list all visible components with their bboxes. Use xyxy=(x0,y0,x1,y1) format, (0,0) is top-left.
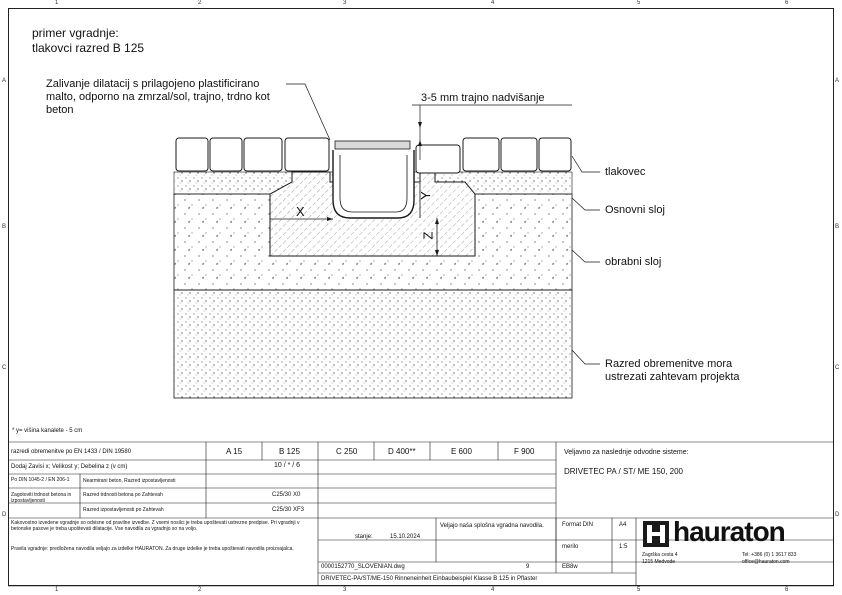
row-b-mid: Razred trdnosti betona po Zahtevah xyxy=(83,492,163,498)
class-a15: A 15 xyxy=(226,447,243,456)
scale-label: merilo xyxy=(562,544,579,550)
row-index-c: C xyxy=(2,365,7,371)
col-index-5: 5 xyxy=(637,0,641,6)
base-callout: Osnovni sloj xyxy=(605,204,665,216)
col-index-2: 2 xyxy=(198,0,202,6)
joint-fill-line-3: beton xyxy=(46,104,74,116)
address-line-1: Zagrška cesta 4 xyxy=(642,552,678,558)
class-c250: C 250 xyxy=(336,447,358,456)
col-index-3-bottom: 3 xyxy=(343,587,347,593)
dim-x-label: X xyxy=(296,204,305,219)
heading-line-2: tlakovci razred B 125 xyxy=(32,41,145,55)
backfill-callout: obrabni sloj xyxy=(605,256,662,268)
row-c-value: C25/30 XF3 xyxy=(272,507,305,513)
address-block xyxy=(642,552,678,566)
row-index-c-right: C xyxy=(835,365,840,371)
row-c-mid: Razred izpostavljenosti po Zahtevah xyxy=(83,507,164,513)
col-index-1: 1 xyxy=(55,0,59,6)
col-index-1-bottom: 1 xyxy=(55,587,59,593)
format-value: A4 xyxy=(619,522,627,528)
dims-row-value: 10 / * / 6 xyxy=(274,462,301,469)
class-b125: B 125 xyxy=(279,447,300,456)
class-e600: E 600 xyxy=(451,447,472,456)
row-index-b: B xyxy=(2,224,7,230)
paver-callout: tlakovec xyxy=(605,166,646,178)
row-index-d: D xyxy=(2,512,7,518)
load-class-line-1: Razred obremenitve mora xyxy=(605,358,733,370)
heading-line-1: primer vgradnje: xyxy=(32,26,119,40)
row-index-b-right: B xyxy=(835,224,840,230)
row-index-a-right: A xyxy=(835,78,840,84)
col-index-3: 3 xyxy=(343,0,347,6)
col-index-2-bottom: 2 xyxy=(198,587,202,593)
raise-callout: 3-5 mm trajno nadvišanje xyxy=(421,92,545,104)
note-2: Pravila vgradnje: predložena navodila veljajo za izdelke HAURATON. Za druge izdelke je treba upoštevati navodila proizvajalca. xyxy=(11,546,294,552)
col-index-5-bottom: 5 xyxy=(637,587,641,593)
col-index-6: 6 xyxy=(785,0,789,6)
joint-fill-line-1: Zalivanje dilatacij s prilagojeno plastificirano xyxy=(46,78,260,90)
hauraton-logo-mark-icon xyxy=(642,520,672,550)
dim-z-label: Z xyxy=(420,231,436,240)
address-line-2: 1215 Medvode xyxy=(642,559,676,565)
row-index-d-right: D xyxy=(835,512,840,518)
footnote: * y= višina kanalete - 5 cm xyxy=(12,428,83,434)
row-index-a: A xyxy=(2,78,7,84)
revision: 9 xyxy=(526,564,530,570)
contact-email: office@hauraton.com xyxy=(742,559,790,565)
joint-fill-line-2: malto, odporno na zmrzal/sol, trajno, trdno kot xyxy=(46,91,270,103)
hauraton-logo-text: hauraton xyxy=(673,516,785,547)
drawing-number: 0000152770_SLOVENIAN.dwg xyxy=(321,564,405,570)
col-index-4: 4 xyxy=(491,0,495,6)
class-f900: F 900 xyxy=(514,447,535,456)
row-a-mid: Nearmirani beton, Razred izpostavljenosti xyxy=(83,478,176,484)
row-b-value: C25/30 X0 xyxy=(272,492,301,498)
dims-row-label: Dodaj Zavisi x; Velikost y; Debelina z (v cm) xyxy=(11,464,128,470)
col-index-4-bottom: 4 xyxy=(491,587,495,593)
contact-block xyxy=(742,552,796,566)
row-a-left: Po DIN 1045-2 / EN 206-1 xyxy=(11,477,70,483)
format-label: Format DIN xyxy=(562,522,594,528)
systems-value: DRIVETEC PA / ST/ ME 150, 200 xyxy=(564,467,684,476)
row-b-left: Zagotoviti trdnost betona in izpostavljenosti xyxy=(11,492,72,504)
standard-label: razredi obremenitve po EN 1433 / DIN 19580 xyxy=(11,449,132,455)
systems-label: Veljavno za naslednje odvodne sisteme: xyxy=(564,449,689,456)
scale-value: 1:5 xyxy=(619,544,628,550)
load-class-line-2: ustrezati zahtevam projekta xyxy=(605,371,740,383)
class-d400: D 400** xyxy=(388,447,416,456)
note-1: Kakovostno izvedene vgradnje so odvisne od pravilne izvedbe. Z vsemi nosilci je treba upoštevati ustrezne predpise. Pri vgradnji v betonske pasove je treba upoštevati dilatacije. Vse navodila za vgradnjo so na voljo. xyxy=(11,520,300,532)
dim-y-label: Y xyxy=(417,191,433,200)
state-date: 15.10.2024 xyxy=(390,534,421,540)
drawing-description: DRIVETEC-PA/ST/ME-150 Rinneneinheit Einbaubeispiel Klasse B 125 in Pflaster xyxy=(321,576,538,582)
col-index-6-bottom: 6 xyxy=(785,587,789,593)
state-label: stanje: xyxy=(355,534,373,540)
contact-phone: Tel: +386 (0) 1 3617 833 xyxy=(742,552,797,558)
sheet-code: EB8w xyxy=(562,564,578,570)
install-guide-note: Veljajo naša splošna vgradna navodila. xyxy=(440,523,544,529)
